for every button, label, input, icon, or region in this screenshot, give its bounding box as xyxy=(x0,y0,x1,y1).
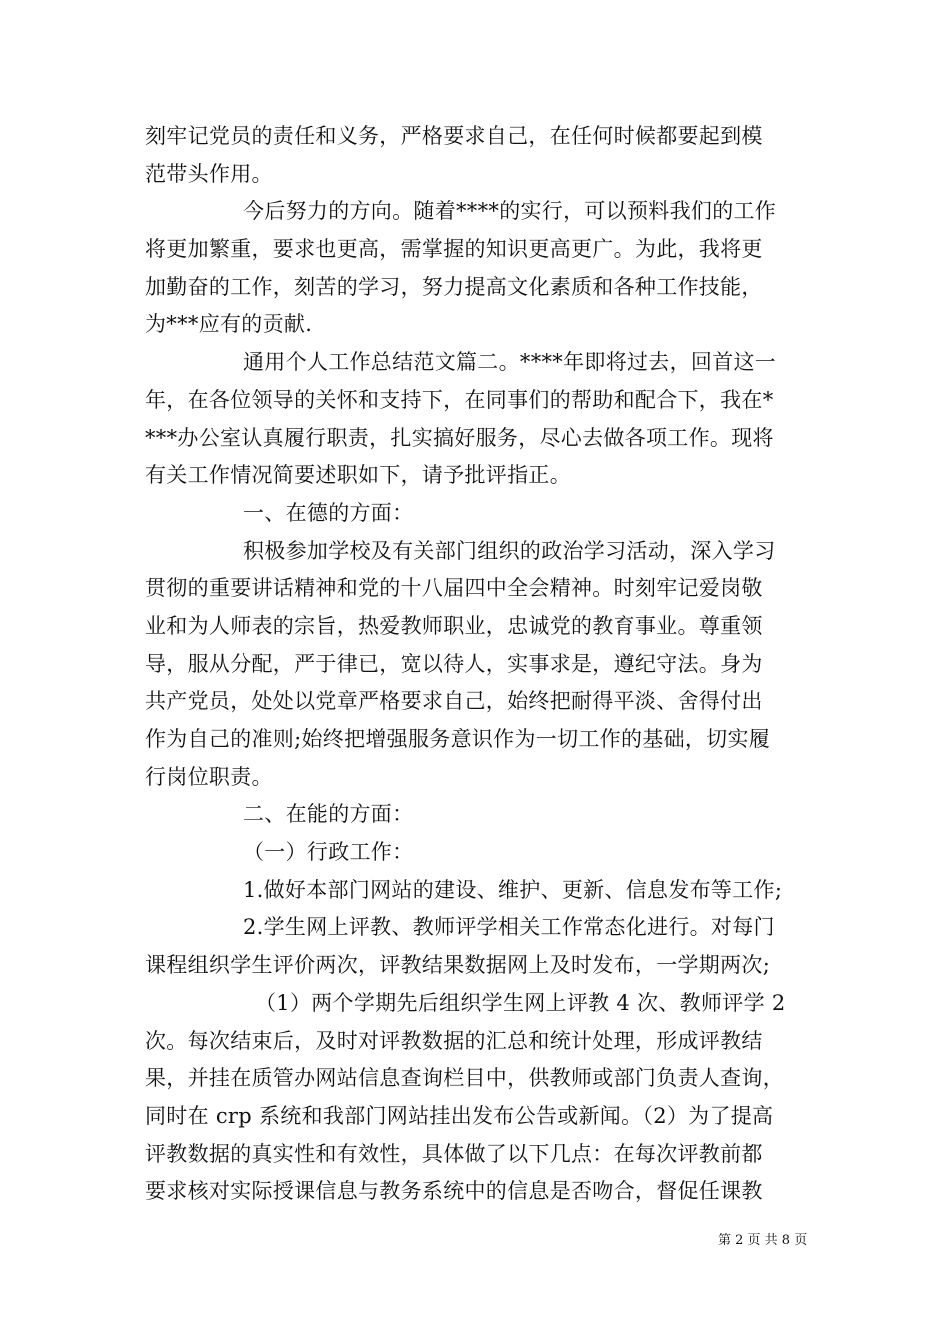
text-line: 2.学生网上评教、教师评学相关工作常态化进行。对每门 xyxy=(243,915,775,940)
section-heading: 一、在德的方面： xyxy=(243,500,414,525)
text-line: 今后努力的方向。随着****的实行，可以预料我们的工作 xyxy=(243,199,777,224)
text-line: 要求核对实际授课信息与教务系统中的信息是否吻合，督促任课教 xyxy=(145,1179,763,1204)
text-line: 评教数据的真实性和有效性，具体做了以下几点：在每次评教前都 xyxy=(145,1141,763,1166)
text-line: （1）两个学期先后组织学生网上评教 4 次、教师评学 2 xyxy=(255,990,786,1015)
text-line: 次。每次结束后，及时对评教数据的汇总和统计处理，形成评教结 xyxy=(145,1028,763,1053)
text-line: 通用个人工作总结范文篇二。****年即将过去，回首这一 xyxy=(243,350,777,375)
text-line: 加勤奋的工作，刻苦的学习，努力提高文化素质和各种工作技能， xyxy=(145,274,763,299)
text-line: 刻牢记党员的责任和义务，严格要求自己，在任何时候都要起到模 xyxy=(145,124,763,148)
text-line: 范带头作用。 xyxy=(145,161,273,186)
text-line: 有关工作情况简要述职如下，请予批评指正。 xyxy=(145,463,571,488)
text-line: 贯彻的重要讲话精神和党的十八届四中全会精神。时刻牢记爱岗敬 xyxy=(145,576,763,601)
text-line: 业和为人师表的宗旨，热爱教师职业，忠诚党的教育事业。尊重领 xyxy=(145,613,763,638)
text-line: 共产党员，处处以党章严格要求自己，始终把耐得平淡、舍得付出 xyxy=(145,689,763,714)
text-line: 为***应有的贡献. xyxy=(145,312,313,337)
text-line: 果，并挂在质管办网站信息查询栏目中，供教师或部门负责人查询， xyxy=(145,1066,784,1091)
text-line: 导，服从分配，严于律已，宽以待人，实事求是，遵纪守法。身为 xyxy=(145,651,763,676)
text-line: 将更加繁重，要求也更高，需掌握的知识更高更广。为此，我将更 xyxy=(145,237,763,262)
section-heading: 二、在能的方面： xyxy=(243,802,414,827)
text-line: 同时在 crp 系统和我部门网站挂出发布公告或新闻。（2）为了提高 xyxy=(145,1103,774,1128)
text-line: ***办公室认真履行职责，扎实搞好服务，尽心去做各项工作。现将 xyxy=(145,425,774,450)
subsection-heading: （一）行政工作： xyxy=(243,840,414,865)
text-line: 行岗位职责。 xyxy=(145,764,273,789)
text-line: 作为自己的准则;始终把增强服务意识作为一切工作的基础，切实履 xyxy=(145,727,771,751)
document-body xyxy=(145,118,815,1211)
page-number: 第 2 页 共 8 页 xyxy=(718,1233,808,1248)
text-line: 积极参加学校及有关部门组织的政治学习活动，深入学习 xyxy=(243,538,776,563)
text-line: 课程组织学生评价两次，评教结果数据网上及时发布，一学期两次; xyxy=(145,953,771,978)
text-line: 年，在各位领导的关怀和支持下，在同事们的帮助和配合下，我在* xyxy=(145,387,774,412)
text-line: 1.做好本部门网站的建设、维护、更新、信息发布等工作; xyxy=(243,877,783,902)
